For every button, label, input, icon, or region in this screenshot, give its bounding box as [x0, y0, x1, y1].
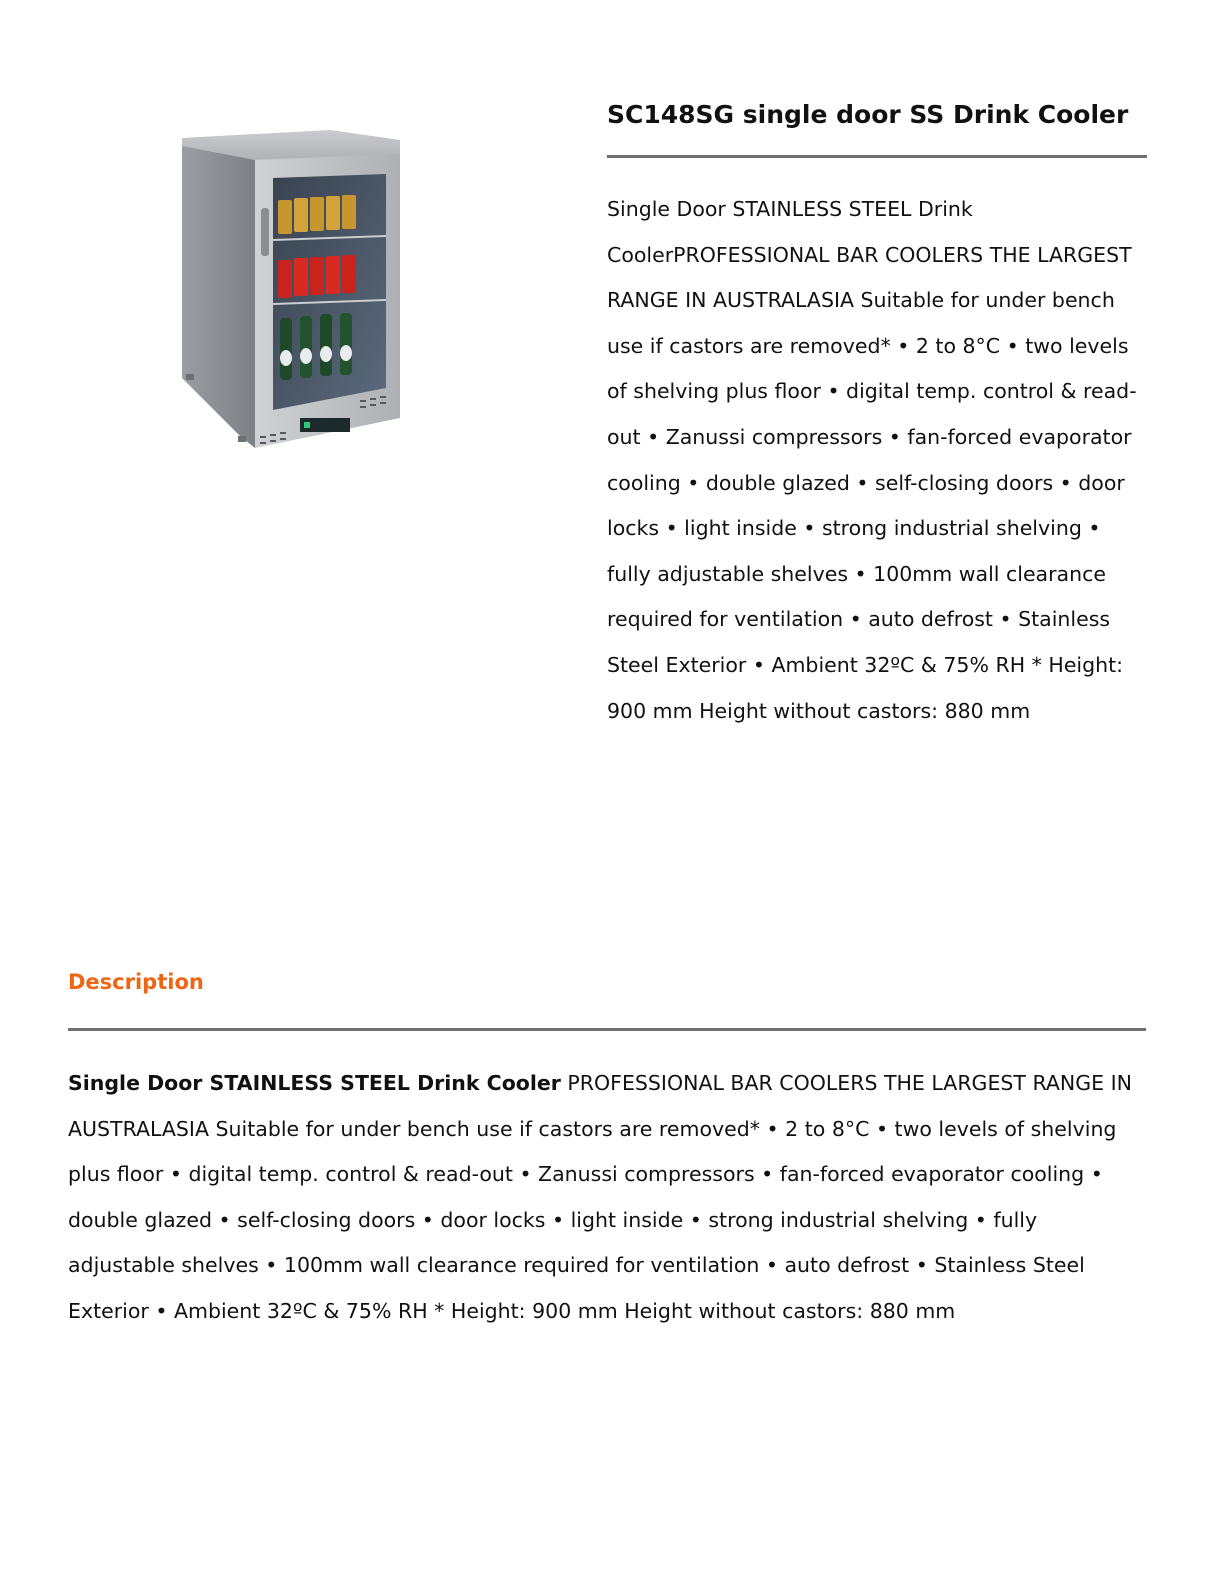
description-section	[68, 962, 1146, 1335]
product-summary	[607, 94, 1147, 734]
description-heading: Description	[68, 970, 204, 994]
description-body: PROFESSIONAL BAR COOLERS THE LARGEST RANGE IN AUSTRALASIA Suitable for under bench use if castors are removed* • 2 to 8°C • two levels of shelving plus floor • digital temp. control & read-out • Zanussi compressors • fan-forced evaporator cooling • double glazed • self-closing doors • door locks • light inside • strong industrial shelving • fully adjustable shelves • 100mm wall clearance required for ventilation • auto defrost • Stainless Steel Exterior • Ambient 32ºC & 75% RH * Height: 900 mm Height without castors: 880 mm	[68, 1071, 1132, 1323]
long-description	[68, 1061, 1146, 1335]
description-divider	[68, 1028, 1146, 1031]
product-image	[160, 118, 420, 463]
short-description: Single Door STAINLESS STEEL Drink CoolerPROFESSIONAL BAR COOLERS THE LARGEST RANGE IN AUSTRALASIA Suitable for under bench use if castors are removed* • 2 to 8°C • two levels of shelving plus floor • digital temp. control & read-out • Zanussi compressors • fan-forced evaporator cooling • double glazed • self-closing doors • door locks • light inside • strong industrial shelving • fully adjustable shelves • 100mm wall clearance required for ventilation • auto defrost • Stainless Steel Exterior • Ambient 32ºC & 75% RH * Height: 900 mm Height without castors: 880 mm	[607, 197, 1137, 723]
description-lead: Single Door STAINLESS STEEL Drink Cooler	[68, 1071, 561, 1095]
title-divider	[607, 155, 1147, 158]
product-title: SC148SG single door SS Drink Cooler	[607, 100, 1129, 129]
fridge-icon	[160, 118, 420, 463]
